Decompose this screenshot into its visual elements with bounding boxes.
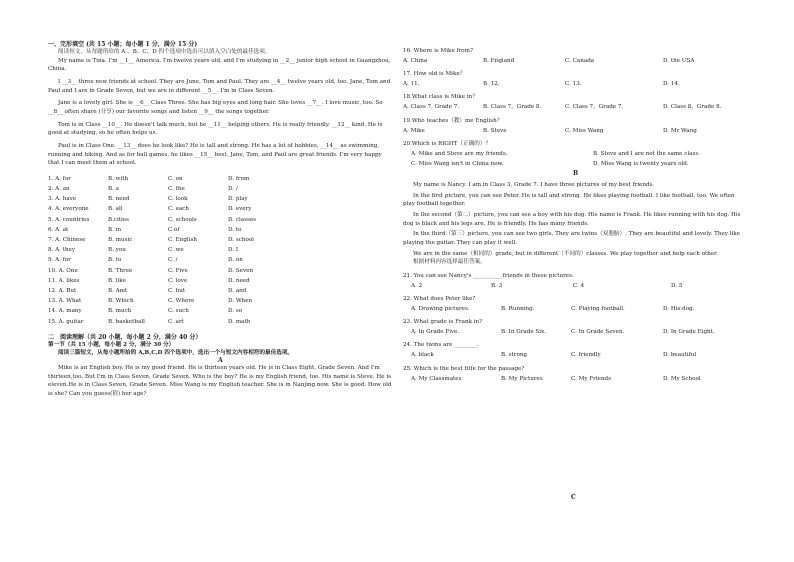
option: C. /: [168, 257, 178, 264]
option: C. 13.: [565, 81, 582, 88]
answer-row: [403, 126, 748, 136]
option: D. In Grade Eight.: [663, 329, 715, 336]
answer-row: [403, 79, 748, 89]
question-20: 20.Which is RIGHT（正确的）？: [403, 140, 492, 147]
cloze-options: [48, 174, 393, 327]
option: B. strong: [501, 352, 528, 359]
cloze-paragraph: Tom is in Class __10__. He doesn't talk much, but he __11__ helping others. He is really friendly. __12__ kind. He is good at studying, so he often helps us.: [48, 121, 383, 137]
option: B. And: [108, 287, 127, 294]
option: D. Seven: [228, 267, 254, 274]
option: A. Class 7, Grade 7.: [403, 104, 460, 111]
option: 11. A. likes: [48, 277, 80, 284]
option: B. in: [108, 226, 122, 233]
question-17: 17. How old is Mike？: [403, 71, 466, 78]
option: C. schools: [168, 216, 197, 223]
option-row: [48, 225, 393, 235]
option: B. Which: [108, 298, 134, 305]
passage-b-paragraph: In the second（第二）picture, you can see a boy with his dog. His name is Frank. He likes running with his dog. His dog is black and his legs are. He is friendly. He has many friends.: [403, 212, 741, 227]
option: A. Mike: [403, 127, 425, 134]
passage-b-paragraph: In the first picture, you can see Peter. He is tall and strong. He likes playing football. I like football, too. We often play football together.: [403, 192, 735, 208]
cloze-paragraph: Jane is a lovely girl. She is __6__ Class Three. She has big eyes and long hair. She loves __7__. I love music, too. So __8__ often share (分享) our favorite songs and listen __9__ the songs together.: [48, 100, 383, 115]
option: D. classes: [228, 216, 257, 223]
section1-title: 一、完形填空 (共 15 小题；每小题 1 分，满分 15 分): [48, 41, 198, 48]
passage-b-paragraph: In the third（第三）picture, you can see two girls. They are twins（双胞胎）. They are beautiful and lovely. They like playing the guitar. They can play it well.: [403, 231, 740, 247]
right-column: [403, 46, 748, 384]
option: B. England: [483, 58, 515, 64]
option: C. Playing football.: [571, 306, 625, 313]
option: D. Miss Wang is twenty years old.: [593, 160, 689, 167]
section2-part1: 第一节（共 15 小题，每小题 2 分，满分 30 分）: [48, 341, 175, 348]
option: D. Mr Wang: [663, 127, 697, 134]
passage-b-paragraph: We are in the same（相同的）grade, but in different（不同的）classes. We play together and help each other.: [413, 250, 719, 257]
answer-row: [403, 159, 748, 169]
option: 13. A. What: [48, 298, 82, 305]
option: 5. A. countries: [48, 216, 90, 223]
option: D. math: [228, 318, 251, 325]
question-16: 16. Where is Mike from?: [403, 48, 473, 54]
option: C. Where: [168, 298, 195, 305]
option: A. 2: [411, 282, 423, 289]
passage-c-label: C: [571, 494, 576, 501]
option: A. 11.: [403, 81, 420, 88]
passage-b-paragraph: My name is Nancy. I am in Class 3, Grade 7. I have three pictures of my best friends.: [413, 182, 655, 189]
option: D. on: [228, 257, 243, 264]
option: B. Steve: [483, 127, 507, 134]
option: B. basketball: [108, 318, 145, 325]
cloze-paragraph: Paul is in Class One. __13__ does he look like? He is tall and strong. He has a lot of hobbies, __14__ as swimming, running and hiking. And as for ball games, he likes __15__ best. Jane, Tom, and Paul are great friends. I'm very happy that I can meet them at school.: [48, 142, 382, 167]
option: 7. A. Chinese: [48, 237, 86, 243]
option-row: [48, 306, 393, 316]
option: C. In Grade Seven.: [571, 329, 625, 336]
option: C. friendly: [571, 352, 601, 359]
option: 9. A. for: [48, 257, 71, 264]
option-row: [48, 317, 393, 327]
option: B. you: [108, 247, 126, 254]
option: A. My Classmates: [411, 375, 462, 382]
option: C. each: [168, 206, 190, 213]
option: C. My Friends: [571, 375, 612, 382]
section2-title: 二 阅读理解（共 20 小题，每小题 2 分，满分 40 分）: [48, 333, 202, 341]
option-row: [48, 286, 393, 296]
option-row: [48, 245, 393, 255]
cloze-paragraph: I __3__ three new friends at school. They are June, Tom and Paul. They are __4__ twelve years old, too. Jane, Tom and Paul and I are in Grade Seven, but we are in different __5__. I'm in Class Seven.: [48, 78, 391, 94]
answer-row: [403, 149, 748, 159]
option: B. Steve and I are not the same class.: [593, 150, 700, 157]
option: B. My Pictures: [501, 375, 543, 382]
option: C. look: [168, 196, 188, 203]
option: D. need: [228, 277, 250, 284]
answer-row: [403, 350, 748, 360]
passage-a-label: A: [218, 357, 223, 364]
option: D. every: [228, 206, 252, 213]
option: 6. A. at: [48, 226, 69, 233]
option-row: [48, 235, 393, 245]
answer-row: [403, 56, 748, 66]
option: B. 3: [491, 282, 503, 289]
answer-row: [403, 304, 748, 314]
option: C. Class 7，Grade 7.: [565, 104, 624, 111]
option: D. 14.: [663, 81, 680, 88]
section1-instruction: 阅读短文，从每题所给的 A 、B、C、D 四个选项中选出可以填入空白处的最佳选项。: [58, 49, 271, 55]
option: C.of: [168, 226, 180, 233]
option: C. Canada: [565, 58, 595, 64]
section2-instruction: 阅读三篇短文，从每小题所给的 A,B,C,D 四个选项中，选出一个与短文内容相符的最佳选项。: [58, 350, 293, 357]
option: A. Mike and Steve are my friends.: [411, 150, 508, 157]
option: 14. A. many: [48, 308, 82, 315]
option: B. all: [108, 206, 123, 213]
option: A. In Grade Five.: [411, 329, 460, 336]
option: D. /: [228, 186, 238, 193]
question-23: 23. What grade is Frank in?: [403, 319, 483, 326]
option: B. 12.: [483, 81, 500, 88]
option: D. My School: [663, 375, 701, 382]
option-row: [48, 204, 393, 214]
option: D. When: [228, 298, 253, 305]
option: B. with: [108, 175, 129, 182]
option: D. 5: [671, 282, 683, 289]
option: B.cities: [108, 216, 130, 223]
option-row: [48, 194, 393, 204]
option: D. beautiful: [663, 352, 697, 359]
option: C. but: [168, 287, 186, 294]
option: A. China: [403, 58, 428, 64]
option: D. and: [228, 287, 247, 294]
answer-row: [403, 281, 748, 291]
passage-b-label: B: [572, 170, 579, 178]
option: C. Miss Wang: [565, 127, 604, 134]
option: D. school: [228, 237, 254, 243]
option: B. like: [108, 277, 126, 284]
option: B. much: [108, 308, 132, 315]
option: B. music: [108, 237, 133, 243]
option: 12. A. But: [48, 287, 77, 294]
option: C. English: [168, 237, 197, 243]
answer-row: [403, 327, 748, 337]
option: 3. A. have: [48, 196, 77, 203]
passage-b-note: 根据材料内容选择最佳答案。: [413, 259, 486, 266]
question-24: 24. The twins are ________.: [403, 342, 479, 349]
option: C. Miss Wang isn't in China now.: [411, 160, 504, 167]
option: C. art: [168, 318, 184, 325]
option: C. the: [168, 186, 185, 193]
option: D. play: [228, 196, 248, 203]
option: C. we: [168, 247, 184, 254]
option: 10. A. One: [48, 267, 78, 274]
option: D. I: [228, 247, 239, 254]
question-18: 18.What class is Mike in？: [403, 94, 478, 101]
option: C. on: [168, 175, 183, 182]
option: D. so: [228, 308, 243, 315]
option: B. In Grade Six.: [501, 329, 546, 336]
option-row: [48, 276, 393, 286]
option: 1. A. for: [48, 175, 71, 182]
answer-row: [403, 102, 748, 112]
option: C. such: [168, 308, 189, 315]
option-row: [48, 215, 393, 225]
option: C. Five: [168, 267, 188, 274]
option: D. Class 8，Grade 8.: [663, 104, 722, 111]
option: D. His dog.: [663, 306, 695, 313]
question-21: 21. You can see Nancy's __________ friends in these pictures.: [403, 272, 574, 279]
option: B. to: [108, 257, 122, 264]
option: 2. A. an: [48, 186, 70, 193]
option: C. 4: [573, 282, 585, 289]
answer-row: [403, 374, 748, 384]
option: B. Running.: [501, 306, 535, 313]
option: 4. A. everyone: [48, 206, 89, 213]
option: B. a: [108, 186, 120, 193]
question-25: 25. Which is the best title for the passage?: [403, 365, 525, 372]
option: D. to: [228, 226, 242, 233]
option: B. Three: [108, 267, 133, 274]
question-19: 19.Who teaches（教）me English？: [403, 117, 503, 124]
option: B. Class 7，Grade 8.: [483, 104, 542, 111]
option: C. love: [168, 277, 188, 284]
option: A. black: [411, 352, 434, 359]
option: D. the USA: [663, 58, 695, 64]
option-row: [48, 184, 393, 194]
option: 15. A. guitar: [48, 318, 84, 325]
option: B. need: [108, 196, 130, 203]
option-row: [48, 255, 393, 265]
option-row: [48, 296, 393, 306]
question-22: 22. What does Peter like?: [403, 296, 476, 303]
option: D. from: [228, 175, 250, 182]
option-row: [48, 266, 393, 276]
option: A. Drawing pictures.: [411, 306, 470, 313]
option: 8. A. they: [48, 247, 76, 254]
option-row: [48, 174, 393, 184]
passage-a-text: Mike is an English boy. He is my good friend. He is thirteen years old. He is in Class Eight, Grade Seven. And I'm thirteen,too. But I'm in Class Seven, Grade Seven. Who is the boy? He is my English friend, too. His name is Steve. He is eleven.He is in Class Seven, Grade Seven. Miss Wang is my English teacher. She is in Nanjing now. She is good. How old is she? Can you guess(猜) her age?: [48, 365, 392, 397]
cloze-paragraph: My name is Tina. I'm __1__ America. I'm twelve years old, and I'm studying in __2__ junior high school in Guangzhou, China.: [48, 57, 391, 73]
left-column: [48, 42, 393, 399]
